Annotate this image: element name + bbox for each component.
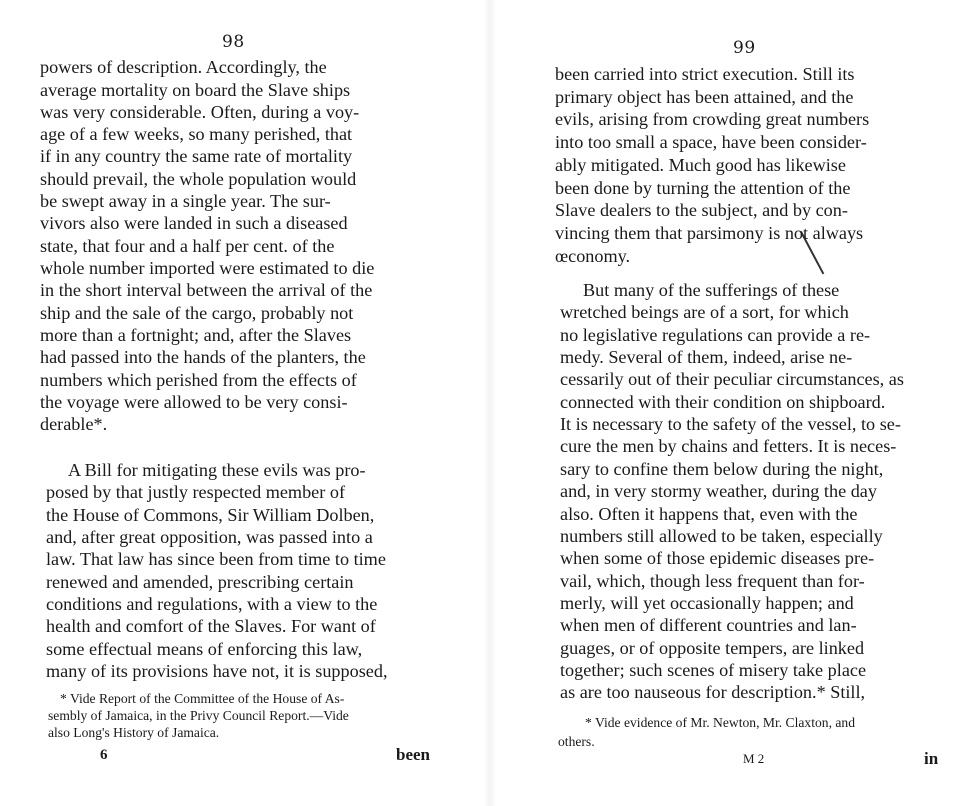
page-number: 99 bbox=[733, 38, 756, 58]
text-line: when men of different countries and lan- bbox=[560, 615, 857, 635]
text-line: It is necessary to the safety of the vessel, to se- bbox=[560, 414, 901, 434]
footnote-line: sembly of Jamaica, in the Privy Council Report.—Vide bbox=[48, 708, 349, 723]
text-line: law. That law has since been from time to time bbox=[46, 549, 386, 569]
text-line: be swept away in a single year. The sur- bbox=[40, 191, 331, 211]
text-line: when some of those epidemic diseases pre- bbox=[560, 548, 875, 568]
text-line: numbers which perished from the effects of bbox=[40, 370, 357, 390]
page-number: 98 bbox=[222, 32, 245, 52]
text-line: as are too nauseous for description.* Still, bbox=[560, 682, 866, 702]
text-line: powers of description. Accordingly, the bbox=[40, 57, 327, 77]
text-line: sary to confine them below during the night, bbox=[560, 459, 884, 479]
text-line: no legislative regulations can provide a re- bbox=[560, 325, 871, 345]
text-line: the House of Commons, Sir William Dolben, bbox=[46, 505, 375, 525]
signature-mark: M 2 bbox=[743, 751, 765, 766]
text-line: But many of the sufferings of these bbox=[583, 280, 840, 300]
text-line: and, after great opposition, was passed into a bbox=[46, 527, 373, 547]
text-line: Slave dealers to the subject, and by con- bbox=[555, 200, 848, 220]
text-line: if in any country the same rate of mortality bbox=[40, 146, 353, 166]
text-line: health and comfort of the Slaves. For want of bbox=[46, 616, 376, 636]
text-line: medy. Several of them, indeed, arise ne- bbox=[560, 347, 853, 367]
signature-mark: 6 bbox=[100, 747, 108, 763]
text-line: posed by that justly respected member of bbox=[46, 482, 346, 502]
text-line: into too small a space, have been consider- bbox=[555, 132, 867, 152]
text-line: œconomy. bbox=[555, 246, 631, 266]
text-line: been done by turning the attention of the bbox=[555, 178, 851, 198]
text-line: some effectual means of enforcing this law, bbox=[46, 639, 363, 659]
text-line: vivors also were landed in such a diseased bbox=[40, 213, 348, 233]
text-line: had passed into the hands of the planters, the bbox=[40, 347, 366, 367]
text-line: guages, or of opposite tempers, are linked bbox=[560, 638, 865, 658]
text-line: together; such scenes of misery take place bbox=[560, 660, 867, 680]
text-line: the voyage were allowed to be very consi- bbox=[40, 392, 348, 412]
text-line: vincing them that parsimony is not always bbox=[555, 223, 864, 243]
text-line: in the short interval between the arrival of the bbox=[40, 280, 373, 300]
text-line: state, that four and a half per cent. of the bbox=[40, 236, 335, 256]
footnote-line: * Vide evidence of Mr. Newton, Mr. Claxton, and bbox=[585, 715, 856, 730]
text-line: and, in very stormy weather, during the day bbox=[560, 481, 877, 501]
text-line: been carried into strict execution. Still its bbox=[555, 64, 855, 84]
catchword: been bbox=[396, 745, 430, 764]
footnote-line: others. bbox=[558, 734, 595, 749]
footnote-line: also Long's History of Jamaica. bbox=[48, 725, 220, 740]
text-line: primary object has been attained, and the bbox=[555, 87, 854, 107]
text-line: conditions and regulations, with a view to the bbox=[46, 594, 378, 614]
text-line: renewed and amended, prescribing certain bbox=[46, 572, 354, 592]
text-line: age of a few weeks, so many perished, that bbox=[40, 124, 353, 144]
right-page bbox=[490, 0, 980, 806]
text-line: numbers still allowed to be taken, especially bbox=[560, 526, 883, 546]
text-line: many of its provisions have not, it is supposed, bbox=[46, 661, 388, 681]
text-line: should prevail, the whole population would bbox=[40, 169, 357, 189]
footnote-line: * Vide Report of the Committee of the House of As- bbox=[60, 691, 345, 706]
text-line: average mortality on board the Slave ships bbox=[40, 80, 351, 100]
text-line: ably mitigated. Much good has likewise bbox=[555, 155, 846, 175]
text-line: more than a fortnight; and, after the Slaves bbox=[40, 325, 352, 345]
text-line: vail, which, though less frequent than for- bbox=[560, 571, 865, 591]
text-line: cure the men by chains and fetters. It is neces- bbox=[560, 436, 897, 456]
text-line: evils, arising from crowding great numbers bbox=[555, 109, 870, 129]
catchword: in bbox=[924, 749, 939, 768]
text-line: merly, will yet occasionally happen; and bbox=[560, 593, 854, 613]
text-line: ship and the sale of the cargo, probably not bbox=[40, 303, 354, 323]
text-line: cessarily out of their peculiar circumstances, as bbox=[560, 369, 904, 389]
text-line: also. Often it happens that, even with the bbox=[560, 504, 858, 524]
text-line: connected with their condition on shipboard. bbox=[560, 392, 886, 412]
text-line: whole number imported were estimated to die bbox=[40, 258, 375, 278]
text-line: was very considerable. Often, during a voy- bbox=[40, 102, 360, 122]
text-line: wretched beings are of a sort, for which bbox=[560, 302, 849, 322]
text-line: A Bill for mitigating these evils was pro- bbox=[68, 460, 366, 480]
text-line: derable*. bbox=[40, 414, 108, 434]
